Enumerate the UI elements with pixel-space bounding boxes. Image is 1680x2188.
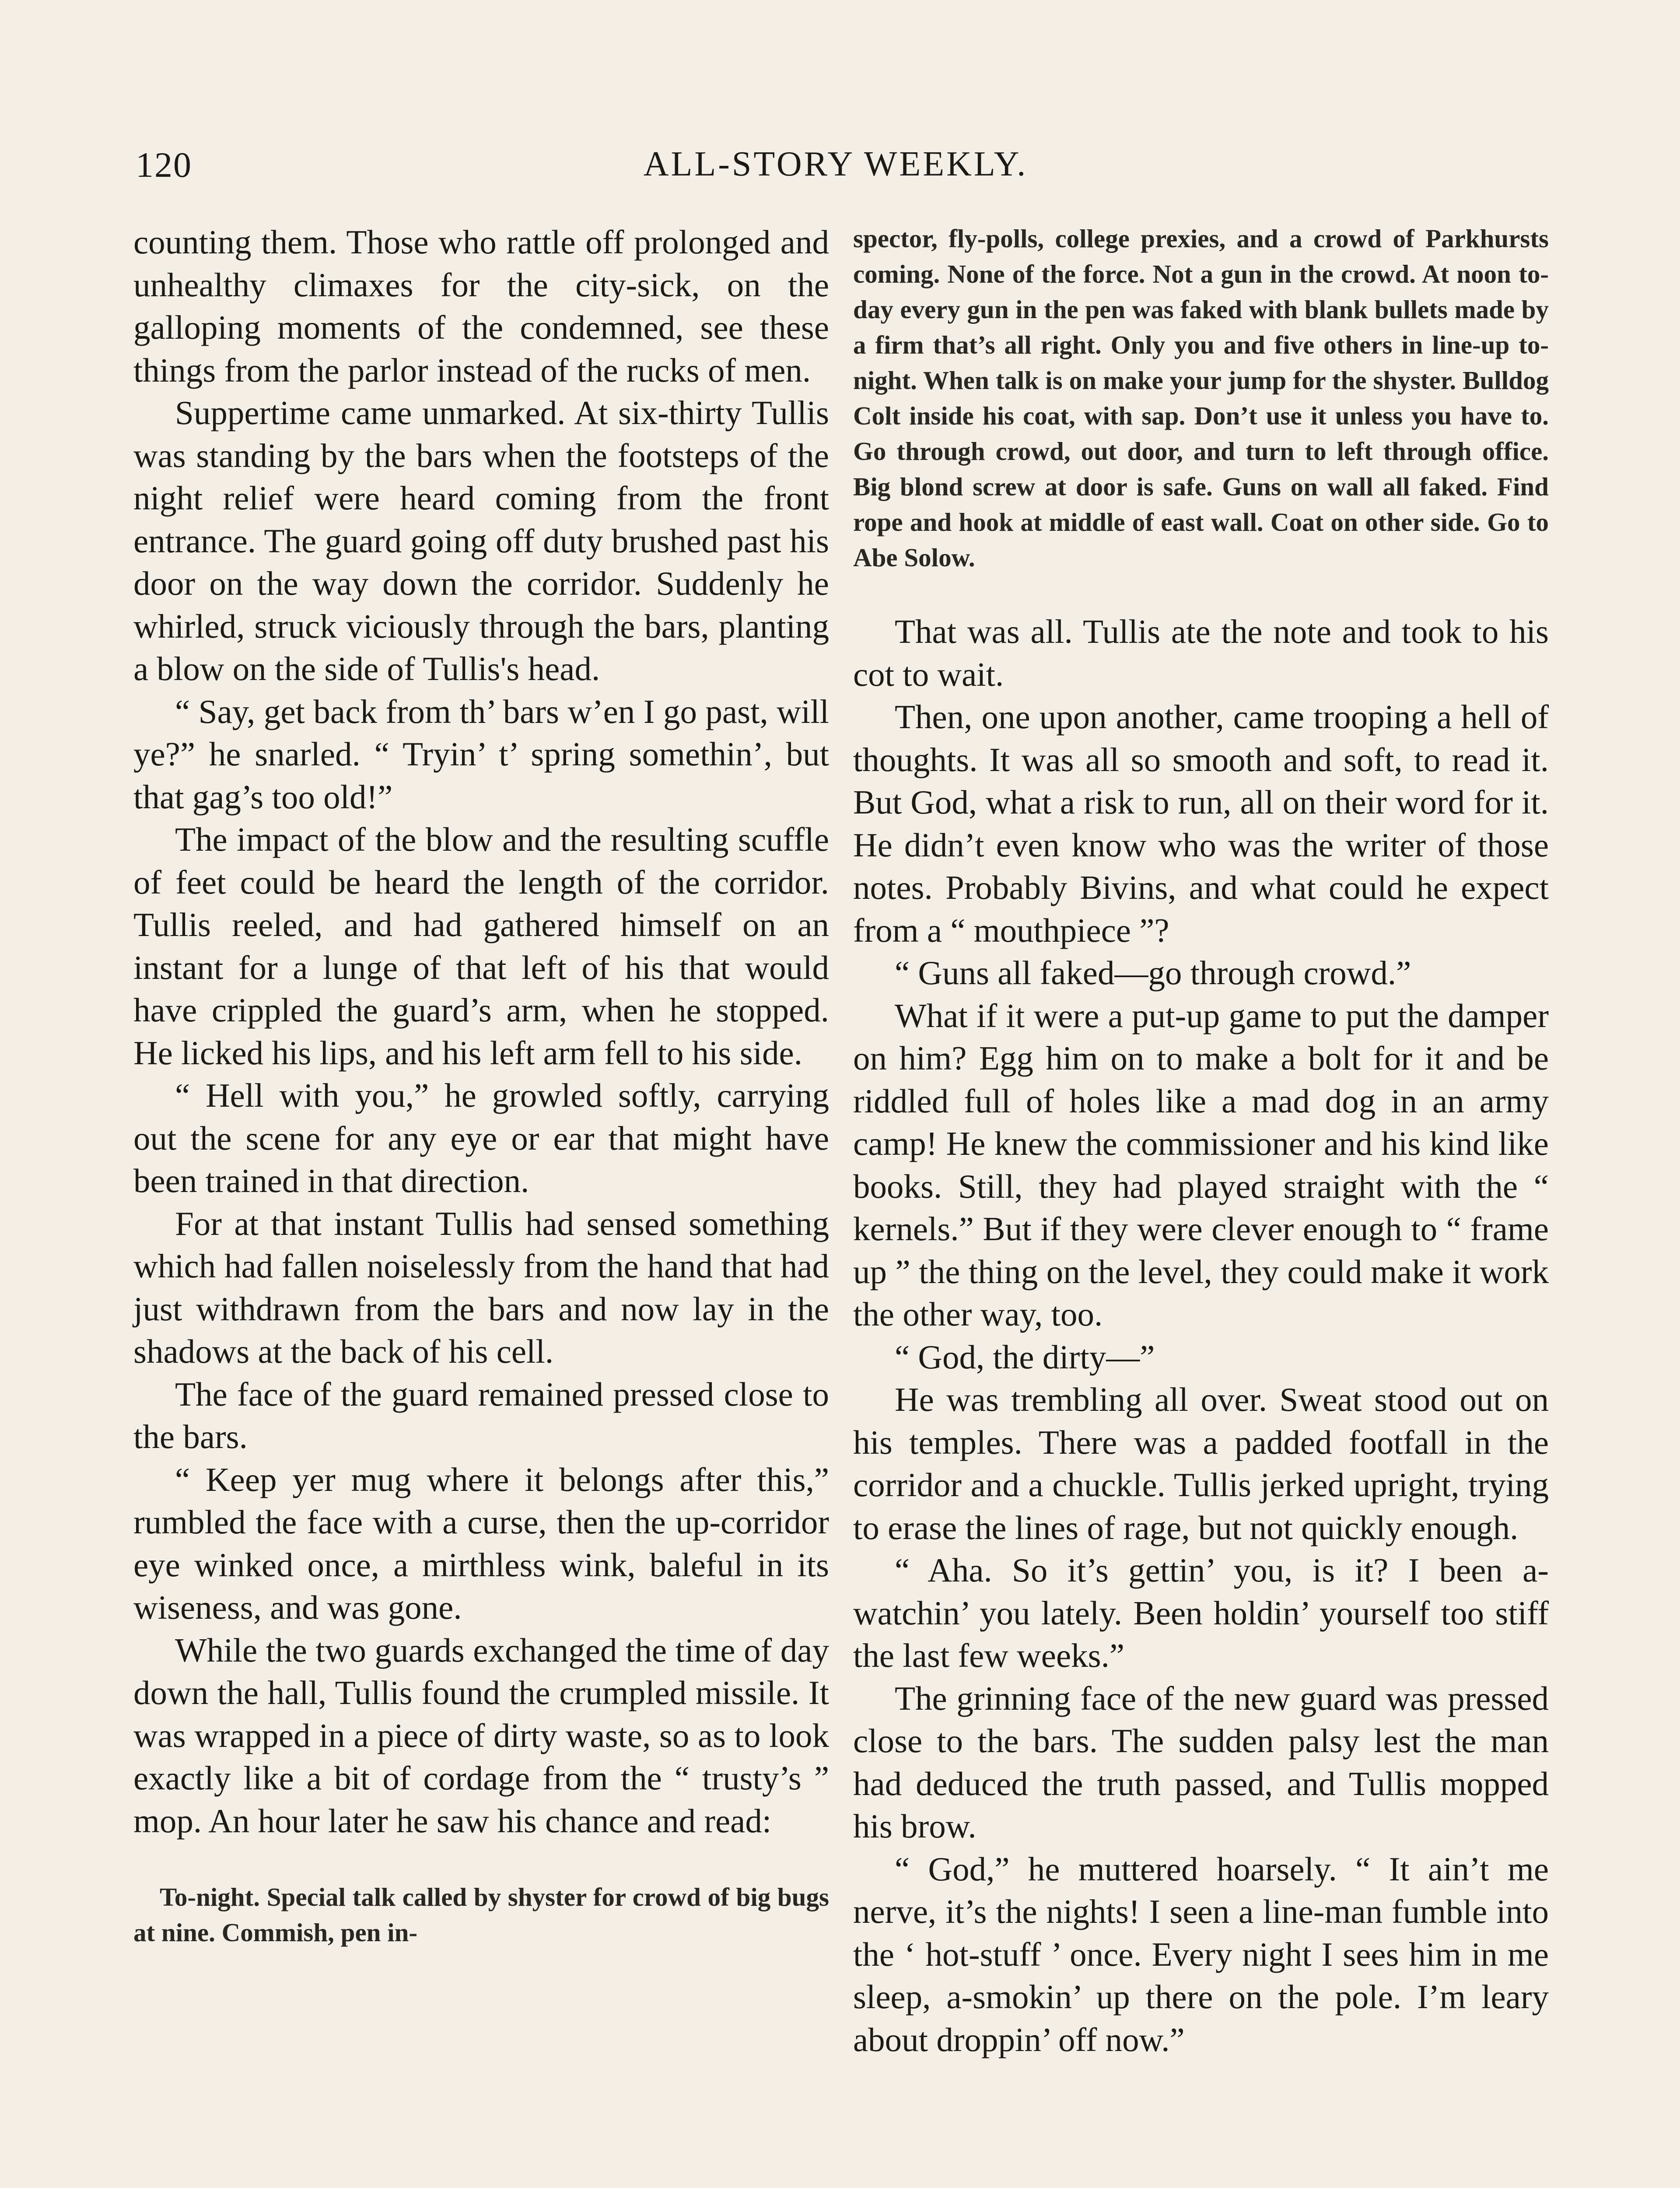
paragraph: Suppertime came unmarked. At six-thirty Tullis was standing by the bars when the footsteps of the night relief were heard coming from the front entrance. The guard going off duty brushed past his door on the way down the corridor. Suddenly he whirled, struck viciously through the bars, planting a blow on the side of Tullis's head. — [133, 394, 829, 687]
right-column — [853, 221, 1549, 2061]
paragraph: For at that instant Tullis had sensed something which had fallen noiselessly from the hand that had just withdrawn from the bars and now lay in the shadows at the back of his cell. — [133, 1204, 829, 1370]
paragraph: “ Aha. So it’s gettin’ you, is it? I been a-watchin’ you lately. Been holdin’ yourself too stiff the last few weeks.” — [853, 1551, 1549, 1674]
paragraph: “ Keep yer mug where it belongs after this,” rumbled the face with a curse, then the up-corridor eye winked once, a mirthless wink, baleful in its wiseness, and was gone. — [133, 1460, 829, 1626]
paragraph: “ God, the dirty—” — [895, 1338, 1155, 1376]
left-column — [133, 221, 829, 1950]
paragraph: “ Hell with you,” he growled softly, carrying out the scene for any eye or ear that might have been trained in that direction. — [133, 1076, 829, 1199]
paragraph: That was all. Tullis ate the note and took to his cot to wait. — [853, 613, 1549, 693]
paragraph: While the two guards exchanged the time of day down the hall, Tullis found the crumpled missile. It was wrapped in a piece of dirty waste, so as to look exactly like a bit of cordage from the “ trusty’s ” mop. An hour later he saw his chance and read: — [133, 1631, 829, 1840]
paragraph: “ Say, get back from th’ bars w’en I go past, will ye?” he snarled. “ Tryin’ t’ spring somethin’, but that gag’s too old!” — [133, 692, 829, 816]
paragraph: The impact of the blow and the resulting scuffle of feet could be heard the length of the corridor. Tullis reeled, and had gathered himself on an instant for a lunge of that left of his that would have crippled the guard’s arm, when he stopped. He licked his lips, and his left arm fell to his side. — [133, 820, 829, 1072]
paragraph: “ God,” he muttered hoarsely. “ It ain’t me nerve, it’s the nights! I seen a line-man fumble into the ‘ hot-stuff ’ once. Every night I sees him in me sleep, a-smokin’ up there on the pole. I’m leary about droppin’ off now.” — [853, 1850, 1549, 2058]
paragraph: The grinning face of the new guard was pressed close to the bars. The sudden palsy lest the man had deduced the truth passed, and Tullis mopped his brow. — [853, 1679, 1549, 1845]
running-title: ALL-STORY WEEKLY. — [643, 145, 1028, 183]
secret-note-start: To-night. Special talk called by shyster for crowd of big bugs at nine. Commish, pen in- — [133, 1883, 829, 1947]
secret-note-end: spector, fly-polls, college prexies, and a crowd of Parkhursts coming. None of the force. Not a gun in the crowd. At noon to-day every gun in the pen was faked with blank bullets made by a firm that’s all right. Only you and five others in line-up to-night. When talk is on make your jump for the shyster. Bulldog Colt inside his coat, with sap. Don’t use it unless you have to. Go through crowd, out door, and turn to left through office. Big blond screw at door is safe. Guns on wall all faked. Find rope and hook at middle of east wall. Coat on other side. Go to Abe Solow. — [853, 224, 1549, 572]
page-header — [136, 144, 1536, 197]
page-number: 120 — [136, 145, 192, 185]
paragraph: Then, one upon another, came trooping a hell of thoughts. It was all so smooth and soft, to read it. But God, what a risk to run, all on their word for it. He didn’t even know who was the writer of those notes. Probably Bivins, and what could he expect from a “ mouthpiece ”? — [853, 698, 1549, 949]
paragraph: The face of the guard remained pressed close to the bars. — [133, 1375, 829, 1455]
paragraph: What if it were a put-up game to put the damper on him? Egg him on to make a bolt for it and be riddled full of holes like a mad dog in an army camp! He knew the commissioner and his kind like books. Still, they had played straight with the “ kernels.” But if they were clever enough to “ frame up ” the thing on the level, they could make it work the other way, too. — [853, 996, 1549, 1333]
paragraph: He was trembling all over. Sweat stood out on his temples. There was a padded footfall in the corridor and a chuckle. Tullis jerked upright, trying to erase the lines of rage, but not quickly enough. — [853, 1381, 1549, 1546]
spacer — [133, 1842, 829, 1879]
spacer — [853, 575, 1549, 610]
paragraph: counting them. Those who rattle off prolonged and unhealthy climaxes for the city-sick, on the galloping moments of the condemned, see these things from the parlor instead of the rucks of men. — [133, 223, 829, 389]
paragraph: “ Guns all faked—go through crowd.” — [895, 954, 1411, 992]
